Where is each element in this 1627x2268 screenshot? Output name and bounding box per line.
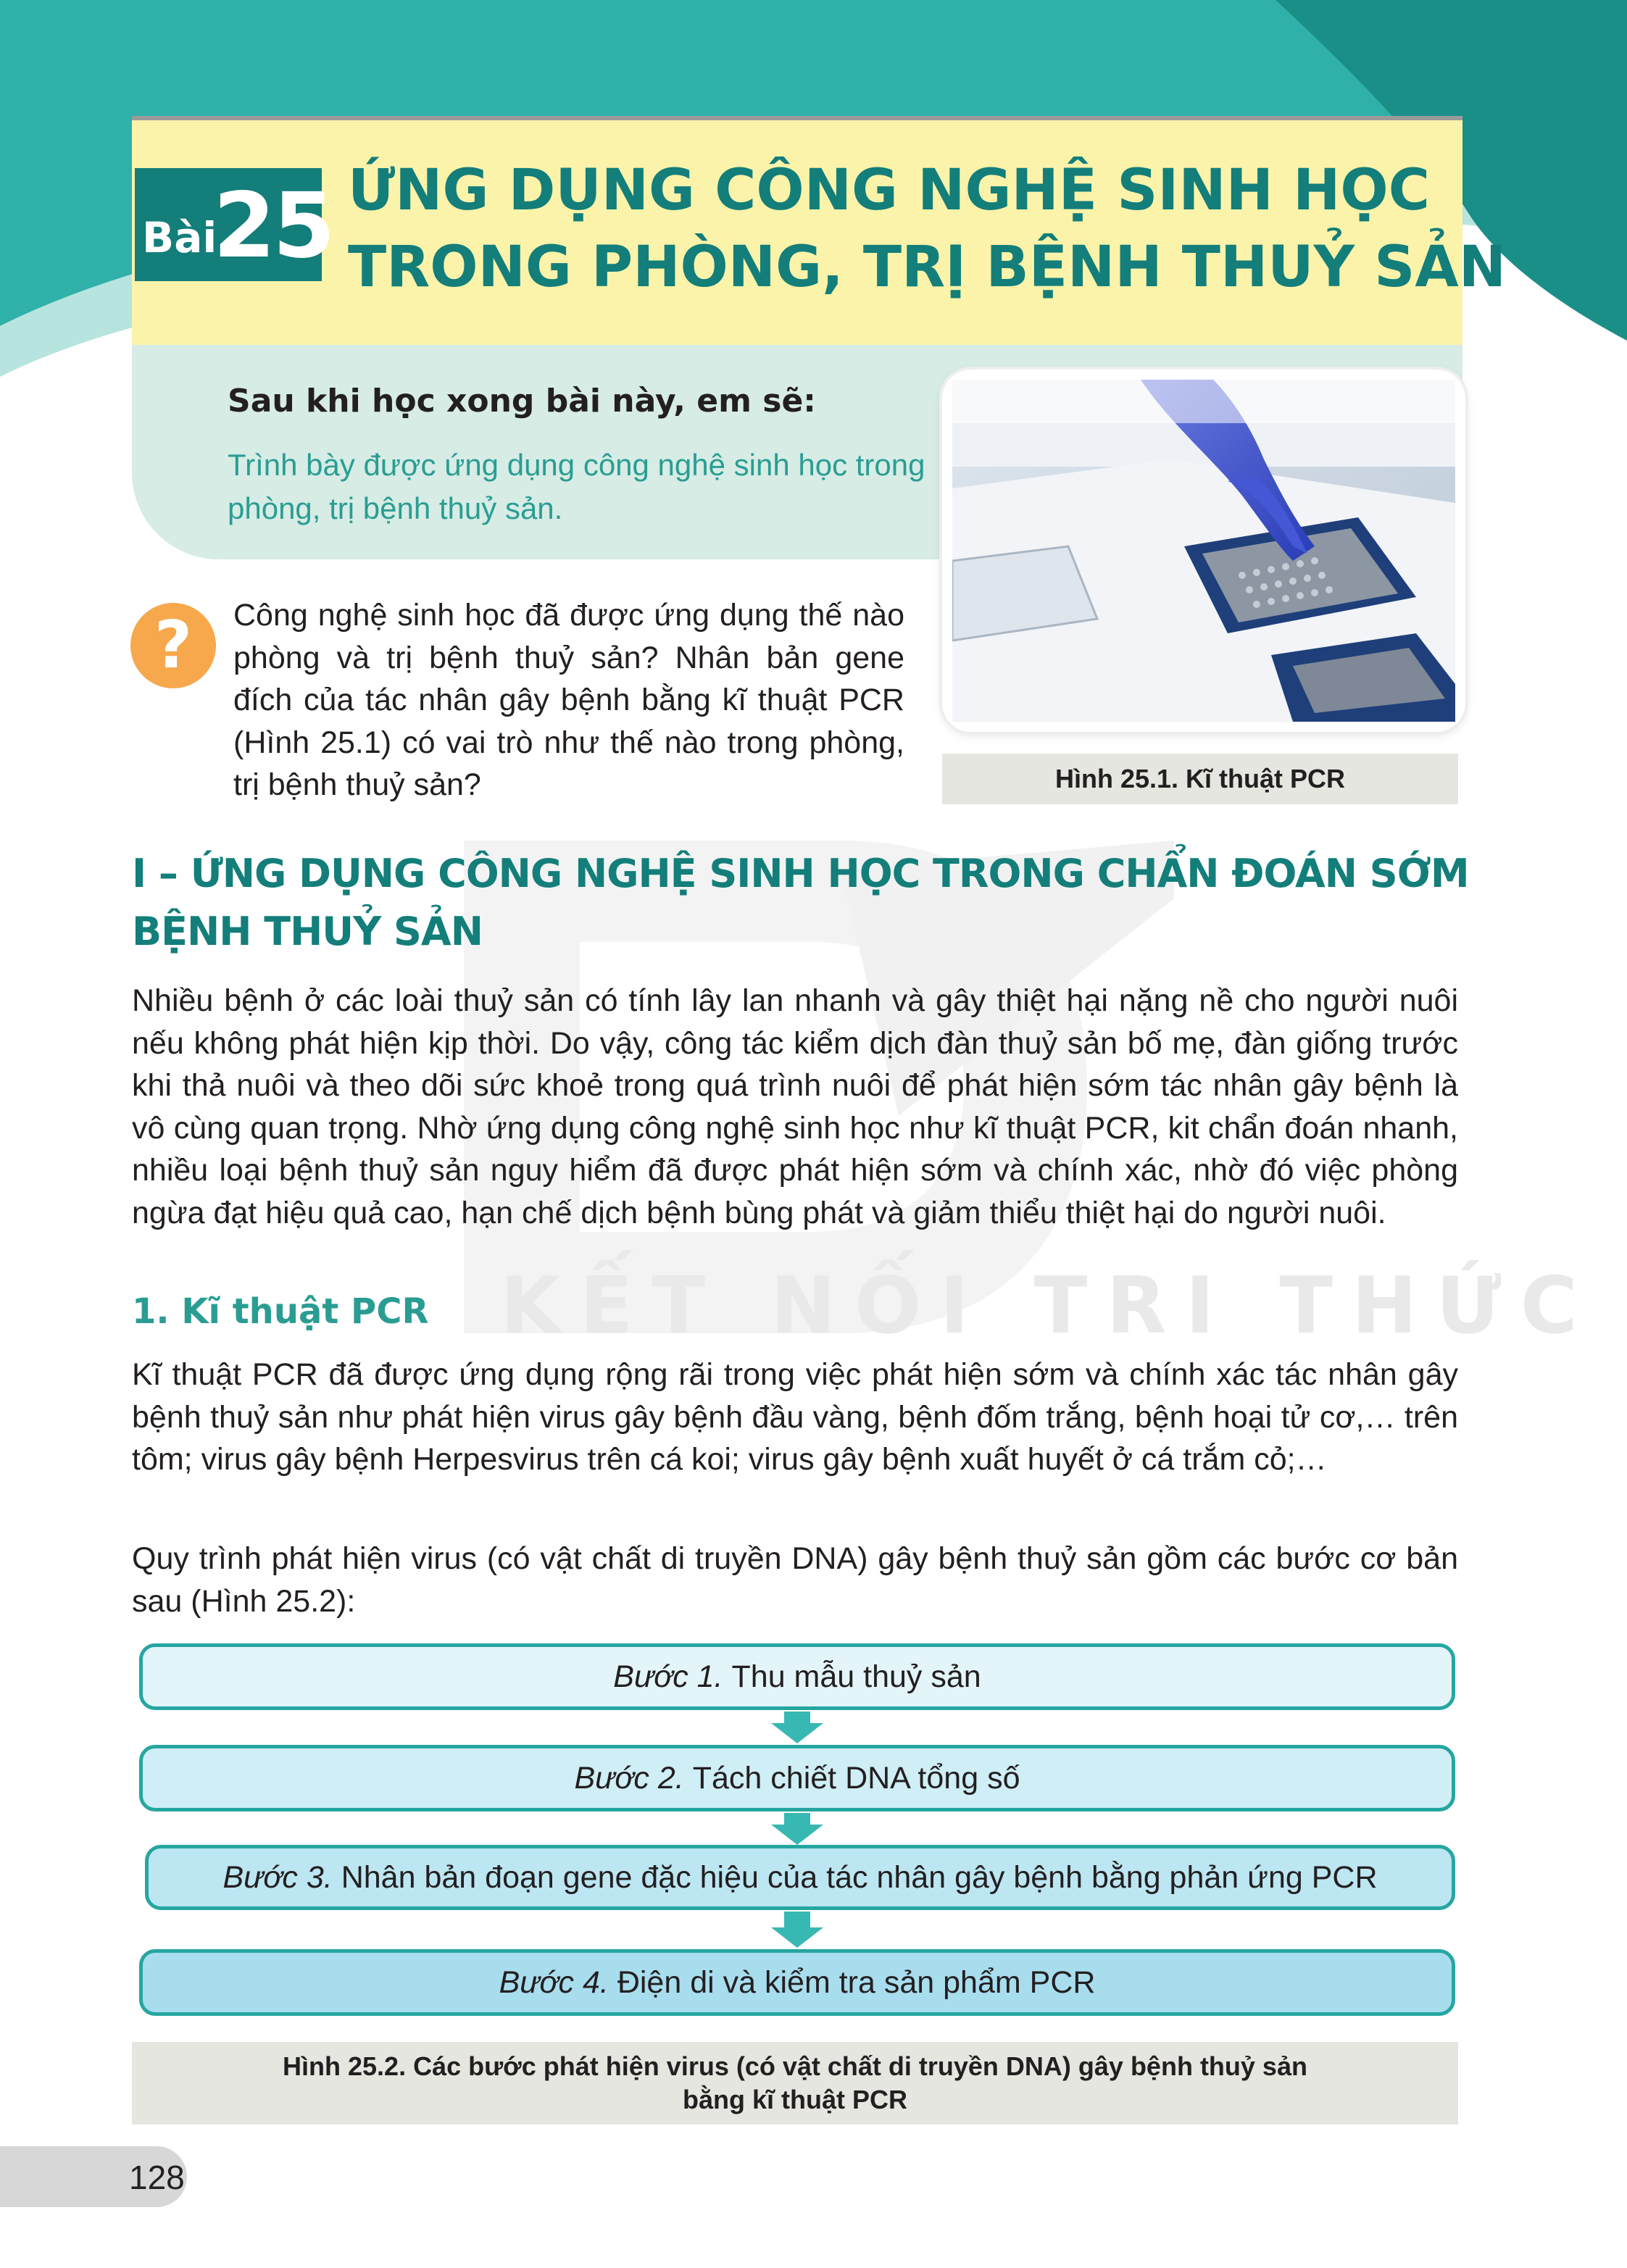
figure-25-2-caption-line-1: Hình 25.2. Các bước phát hiện virus (có vật chất di truyền DNA) gây bệnh thuỷ sản <box>283 2051 1307 2081</box>
figure-25-2-caption-line-2: bằng kĩ thuật PCR <box>682 2085 907 2114</box>
step-2-text: Tách chiết DNA tổng số <box>692 1760 1020 1796</box>
step-3-label: Bước 3. <box>222 1859 333 1895</box>
step-1-box <box>139 1643 1455 1710</box>
lesson-title-line-2: TRONG PHÒNG, TRỊ BỆNH THUỶ SẢN <box>348 235 1507 300</box>
section-1-heading-line-2: BỆNH THUỶ SẢN <box>132 909 483 954</box>
section-1-heading-line-1: I – ỨNG DỤNG CÔNG NGHỆ SINH HỌC TRONG CHẨN ĐOÁN SỚM <box>132 851 1469 896</box>
step-3-text: Nhân bản đoạn gene đặc hiệu của tác nhân gây bệnh bằng phản ứng PCR <box>341 1859 1378 1895</box>
step-1-text: Thu mẫu thuỷ sản <box>731 1659 981 1694</box>
step-2-box <box>139 1745 1455 1812</box>
step-2-label: Bước 2. <box>574 1760 684 1796</box>
arrow-1-2-head <box>771 1723 823 1743</box>
lesson-word: Bài <box>142 213 217 262</box>
subsection-1-paragraph-2: Quy trình phát hiện virus (có vật chất di truyền DNA) gây bệnh thuỷ sản gồm các bước cơ bản sau (Hình 25.2): <box>132 1541 1458 1619</box>
arrow-1-2 <box>784 1712 810 1723</box>
watermark-text: KẾT NỐI TRI THỨC <box>500 1261 1597 1351</box>
step-4-text: Điện di và kiểm tra sản phẩm PCR <box>617 1964 1096 2000</box>
figure-25-1-caption: Hình 25.1. Kĩ thuật PCR <box>942 754 1458 804</box>
question-text: Công nghệ sinh học đã được ứng dụng thế nào phòng và trị bệnh thuỷ sản? Nhân bản gene đích của tác nhân gây bệnh bằng kĩ thuật PCR (Hình 25.1) có vai trò như thế nào trong phòng, trị bệnh thuỷ sản? <box>233 598 904 802</box>
arrow-3-4-head <box>771 1927 823 1948</box>
figure-25-2-caption <box>132 2042 1458 2125</box>
section-1-paragraph: Nhiều bệnh ở các loài thuỷ sản có tính lây lan nhanh và gây thiệt hại nặng nề cho người nuôi nếu không phát hiện kịp thời. Do vậy, công tác kiểm dịch đàn thuỷ sản bố mẹ, đàn giống trước khi thả nuôi và theo dõi sức khoẻ trong quá trình nuôi để phát hiện sớm tác nhân gây bệnh là vô cùng quan trọng. Nhờ ứng dụng công nghệ sinh học như kĩ thuật PCR, kit chẩn đoán nhanh, nhiều loại bệnh thuỷ sản nguy hiểm đã được phát hiện sớm và chính xác, nhờ đó việc phòng ngừa đạt hiệu quả cao, hạn chế dịch bệnh bùng phát và giảm thiểu thiệt hại do người nuôi. <box>132 983 1458 1230</box>
step-4-box <box>139 1949 1455 2016</box>
objectives-text: Trình bày được ứng dụng công nghệ sinh học trong phòng, trị bệnh thuỷ sản. <box>228 448 925 525</box>
pcr-machine-illustration <box>952 380 1455 722</box>
arrow-3-4 <box>784 1911 810 1927</box>
lesson-number-badge <box>135 168 333 281</box>
objectives-heading: Sau khi học xong bài này, em sẽ: <box>228 383 816 420</box>
lesson-title-line-1: ỨNG DỤNG CÔNG NGHỆ SINH HỌC <box>348 158 1430 223</box>
page-number: 128 <box>129 2159 185 2196</box>
lesson-number: 25 <box>213 174 333 278</box>
question-icon: ? <box>130 603 216 688</box>
subsection-1-paragraph-1: Kĩ thuật PCR đã được ứng dụng rộng rãi trong việc phát hiện sớm và chính xác tác nhân gây bệnh thuỷ sản như phát hiện virus gây bệnh đầu vàng, bệnh đốm trắng, bệnh hoại tử cơ,… trên tôm; virus gây bệnh Herpesvirus trên cá koi; virus gây bệnh xuất huyết ở cá trắm cỏ;… <box>132 1357 1458 1477</box>
step-4-label: Bước 4. <box>499 1964 609 2000</box>
step-3-box <box>145 1845 1455 1910</box>
arrow-2-3-head <box>771 1825 823 1845</box>
pcr-photo <box>942 370 1465 732</box>
arrow-2-3 <box>784 1813 810 1825</box>
subsection-1-heading: 1. Kĩ thuật PCR <box>132 1291 429 1332</box>
step-1-label: Bước 1. <box>613 1659 723 1694</box>
